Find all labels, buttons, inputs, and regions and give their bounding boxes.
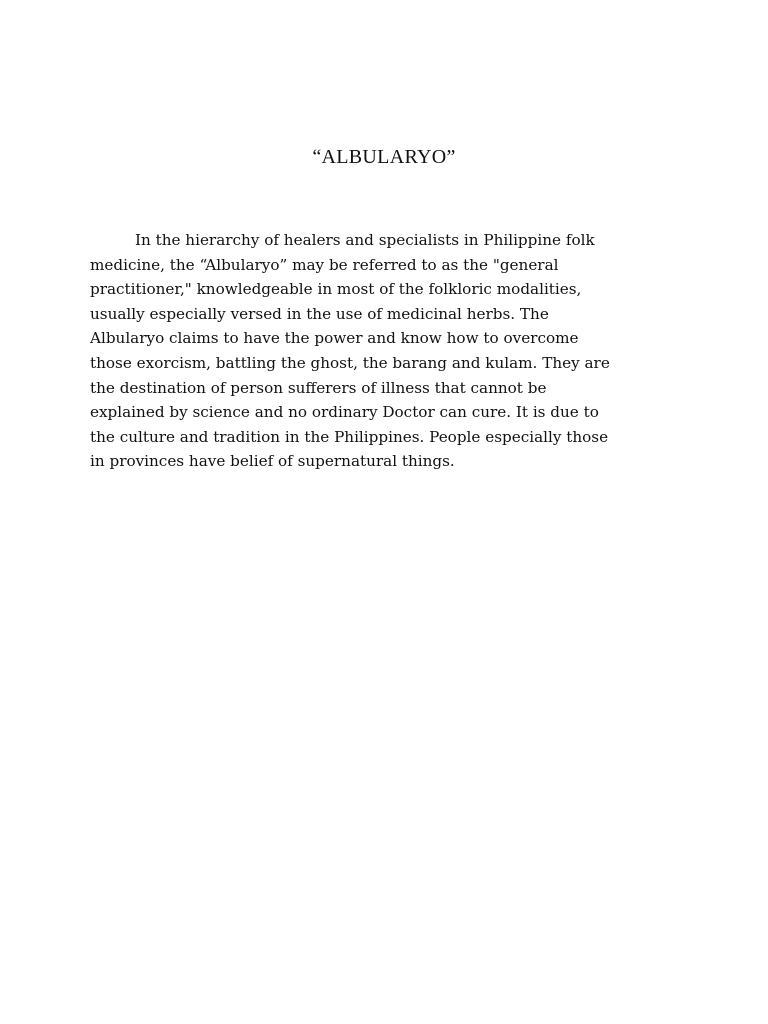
paragraph-line-1: In the hierarchy of healers and specialists in Philippine folk <box>135 231 595 249</box>
body-paragraph <box>90 228 690 474</box>
paragraph-line-2: medicine, the “Albularyo” may be referred to as the "general <box>90 255 559 274</box>
paragraph-line-5: Albularyo claims to have the power and know how to overcome <box>90 329 579 348</box>
paragraph-line-3: practitioner," knowledgeable in most of the folkloric modalities, <box>90 280 582 299</box>
paragraph-line-8: explained by science and no ordinary Doctor can cure. It is due to <box>90 403 599 422</box>
paragraph-line-4: usually especially versed in the use of medicinal herbs. The <box>90 304 549 323</box>
paragraph-line-6: those exorcism, battling the ghost, the barang and kulam. They are <box>90 353 610 372</box>
document-title: “ALBULARYO” <box>312 146 456 168</box>
paragraph-line-9: the culture and tradition in the Philippines. People especially those <box>90 427 609 446</box>
paragraph-line-7: the destination of person sufferers of illness that cannot be <box>90 378 547 397</box>
paragraph-line-10: in provinces have belief of supernatural things. <box>90 452 455 471</box>
